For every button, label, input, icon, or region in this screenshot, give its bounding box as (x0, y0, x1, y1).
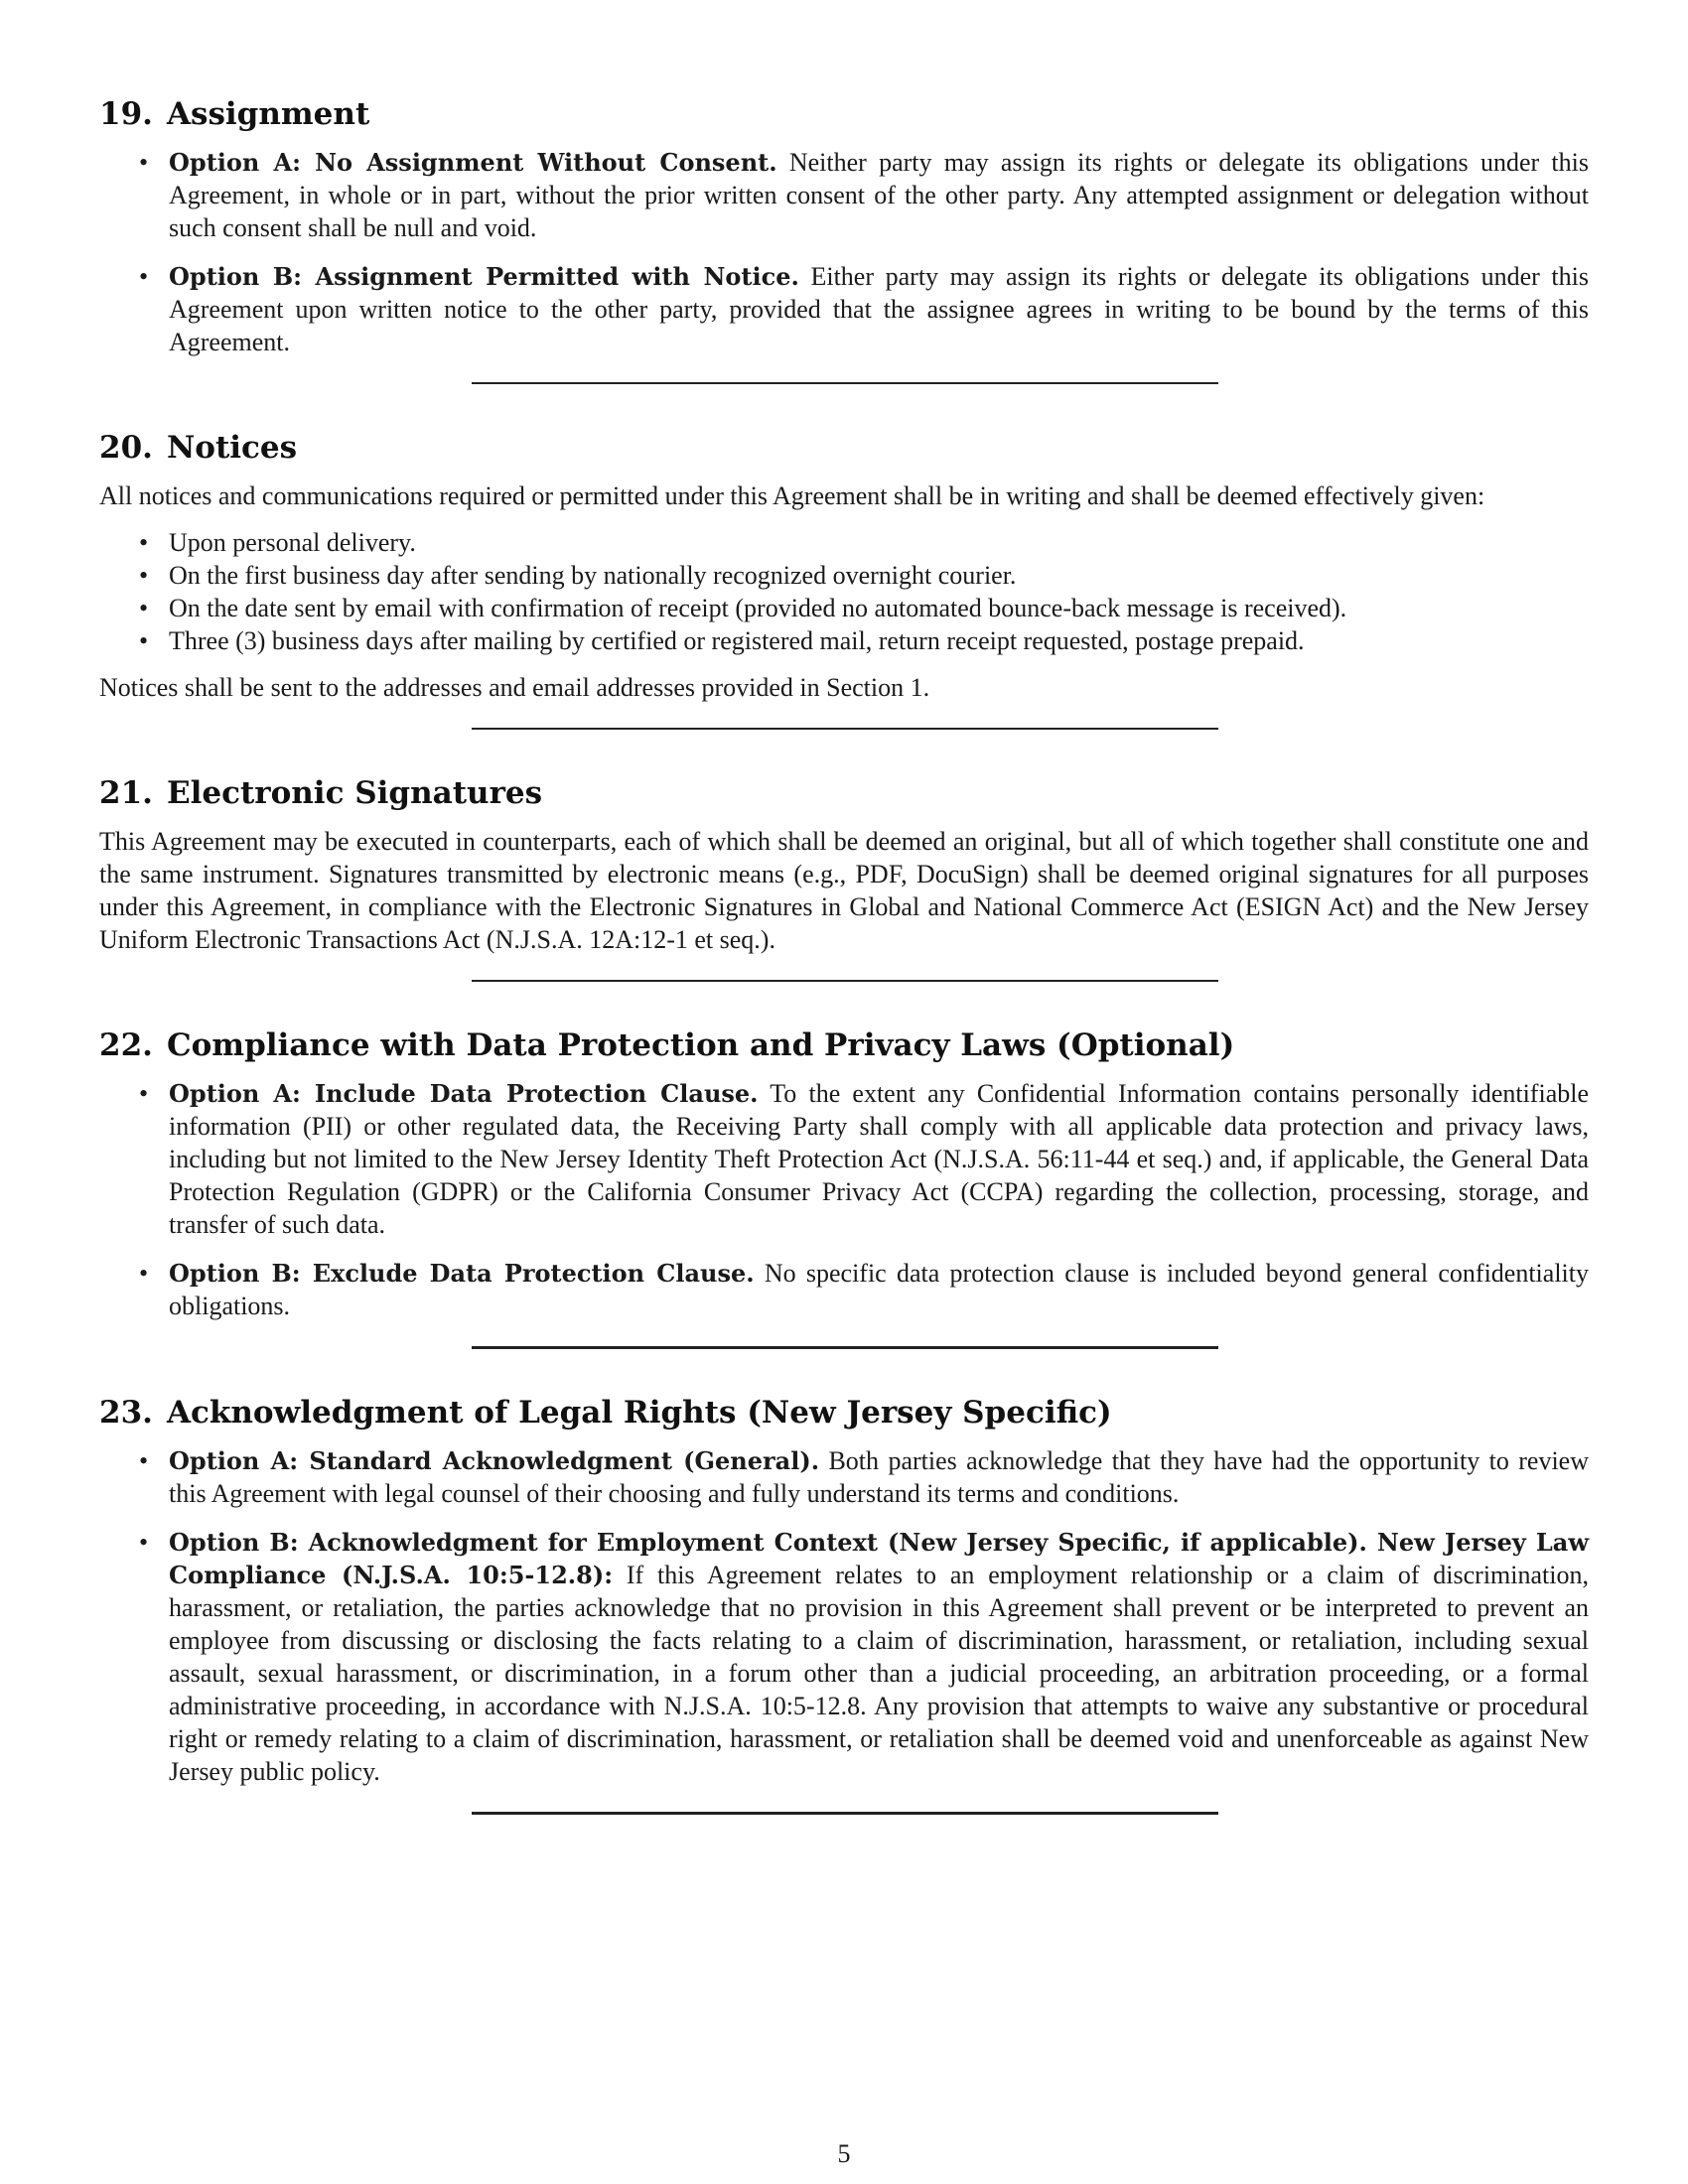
section-body: This Agreement may be executed in counterparts, each of which shall be deemed an original, but all of which together shall constitute one and the same instrument. Signatures transmitted by electronic means (e.g., PDF, DocuSign) shall be deemed original signatures for all purposes under this Agreement, in compliance with the Electronic Signatures in Global and National Commerce Act (ESIGN Act) and the New Jersey Uniform Electronic Transactions Act (N.J.S.A. 12A:12-1 et seq.). (99, 827, 1589, 954)
option-list (99, 146, 1589, 358)
section-22-data-protection (99, 1025, 1589, 1322)
section-divider (472, 728, 1218, 730)
section-title: Compliance with Data Protection and Privacy Laws (Optional) (166, 1027, 1235, 1063)
option-list (99, 1444, 1589, 1788)
option-text: Both parties acknowledge that they have had the opportunity to review this Agreement with legal counsel of their choosing and fully understand its terms and conditions. (169, 1446, 1589, 1508)
option-label: Option A: Include Data Protection Clause. (169, 1079, 759, 1108)
option-item (99, 1526, 1589, 1788)
section-19-assignment (99, 94, 1589, 358)
section-number: 23. (99, 1395, 153, 1431)
option-text: No specific data protection clause is included beyond general confidentiality obligations. (169, 1259, 1589, 1320)
list-item: • Upon personal delivery. (99, 526, 1589, 559)
option-item (99, 1257, 1589, 1322)
section-intro: All notices and communications required or permitted under this Agreement shall be in writing and shall be deemed effectively given: (99, 481, 1485, 510)
section-title: Assignment (166, 96, 370, 132)
option-item (99, 260, 1589, 358)
section-heading (99, 773, 1589, 813)
section-number: 19. (99, 96, 153, 132)
section-23-acknowledgment (99, 1393, 1589, 1788)
option-label: Option B: Exclude Data Protection Clause. (169, 1259, 755, 1288)
option-text: Either party may assign its rights or delegate its obligations under this Agreement upon written notice to the other party, provided that the assignee agrees in writing to be bound by the terms of this Agreement. (169, 262, 1589, 356)
document-page (99, 94, 1589, 1815)
option-label: Option A: No Assignment Without Consent. (169, 148, 777, 177)
option-text: To the extent any Confidential Information contains personally identifiable information (PII) or other regulated data, the Receiving Party shall comply with all applicable data protection and privacy laws, including but not limited to the New Jersey Identity Theft Protection Act (N.J.S.A. 56:11-44 et seq.) and, if applicable, the General Data Protection Regulation (GDPR) or the California Consumer Privacy Act (CCPA) regarding the collection, processing, storage, and transfer of such data. (169, 1079, 1589, 1239)
option-list (99, 1077, 1589, 1322)
section-divider (472, 1812, 1218, 1815)
section-20-notices (99, 428, 1589, 704)
section-heading (99, 94, 1589, 134)
option-item (99, 146, 1589, 244)
section-divider (472, 1346, 1218, 1349)
option-label: Option B: Acknowledgment for Employment Context (New Jersey Specific, if applicable). New Jersey Law Compliance (N.J.S.A. 10:5-12.8): (169, 1528, 1589, 1589)
option-text: Neither party may assign its rights or delegate its obligations under this Agreement, in whole or in part, without the prior written consent of the other party. Any attempted assignment or delegation without such consent shall be null and void. (169, 148, 1589, 242)
section-number: 21. (99, 775, 153, 811)
list-item: • Three (3) business days after mailing by certified or registered mail, return receipt requested, postage prepaid. (99, 624, 1589, 657)
section-number: 22. (99, 1027, 153, 1063)
option-text: If this Agreement relates to an employment relationship or a claim of discrimination, harassment, or retaliation, the parties acknowledge that no provision in this Agreement shall prevent or be interpreted to prevent an employee from discussing or disclosing the facts relating to a claim of discrimination, harassment, or retaliation, including sexual assault, sexual harassment, or discrimination, in a forum other than a judicial proceeding, an arbitration proceeding, or a formal administrative proceeding, in accordance with N.J.S.A. 10:5-12.8. Any provision that attempts to waive any substantive or procedural right or remedy relating to a claim of discrimination, harassment, or retaliation shall be deemed void and unenforceable as against New Jersey public policy. (169, 1561, 1589, 1786)
section-divider (472, 980, 1218, 982)
section-heading (99, 1393, 1589, 1433)
page-number: 5 (837, 2139, 851, 2168)
section-heading (99, 428, 1589, 468)
section-title: Notices (166, 430, 298, 466)
option-item (99, 1444, 1589, 1510)
section-title: Electronic Signatures (166, 775, 543, 811)
section-heading (99, 1025, 1589, 1065)
option-label: Option B: Assignment Permitted with Notice. (169, 262, 799, 291)
list-item: • On the first business day after sending by nationally recognized overnight courier. (99, 559, 1589, 592)
section-21-electronic-signatures (99, 773, 1589, 956)
section-divider (472, 382, 1218, 384)
section-outro: Notices shall be sent to the addresses and email addresses provided in Section 1. (99, 673, 930, 702)
notice-method-list (99, 526, 1589, 657)
list-item: • On the date sent by email with confirmation of receipt (provided no automated bounce-back message is received). (99, 592, 1589, 624)
section-number: 20. (99, 430, 153, 466)
section-title: Acknowledgment of Legal Rights (New Jersey Specific) (166, 1395, 1112, 1431)
option-label: Option A: Standard Acknowledgment (General). (169, 1446, 820, 1475)
option-item (99, 1077, 1589, 1241)
